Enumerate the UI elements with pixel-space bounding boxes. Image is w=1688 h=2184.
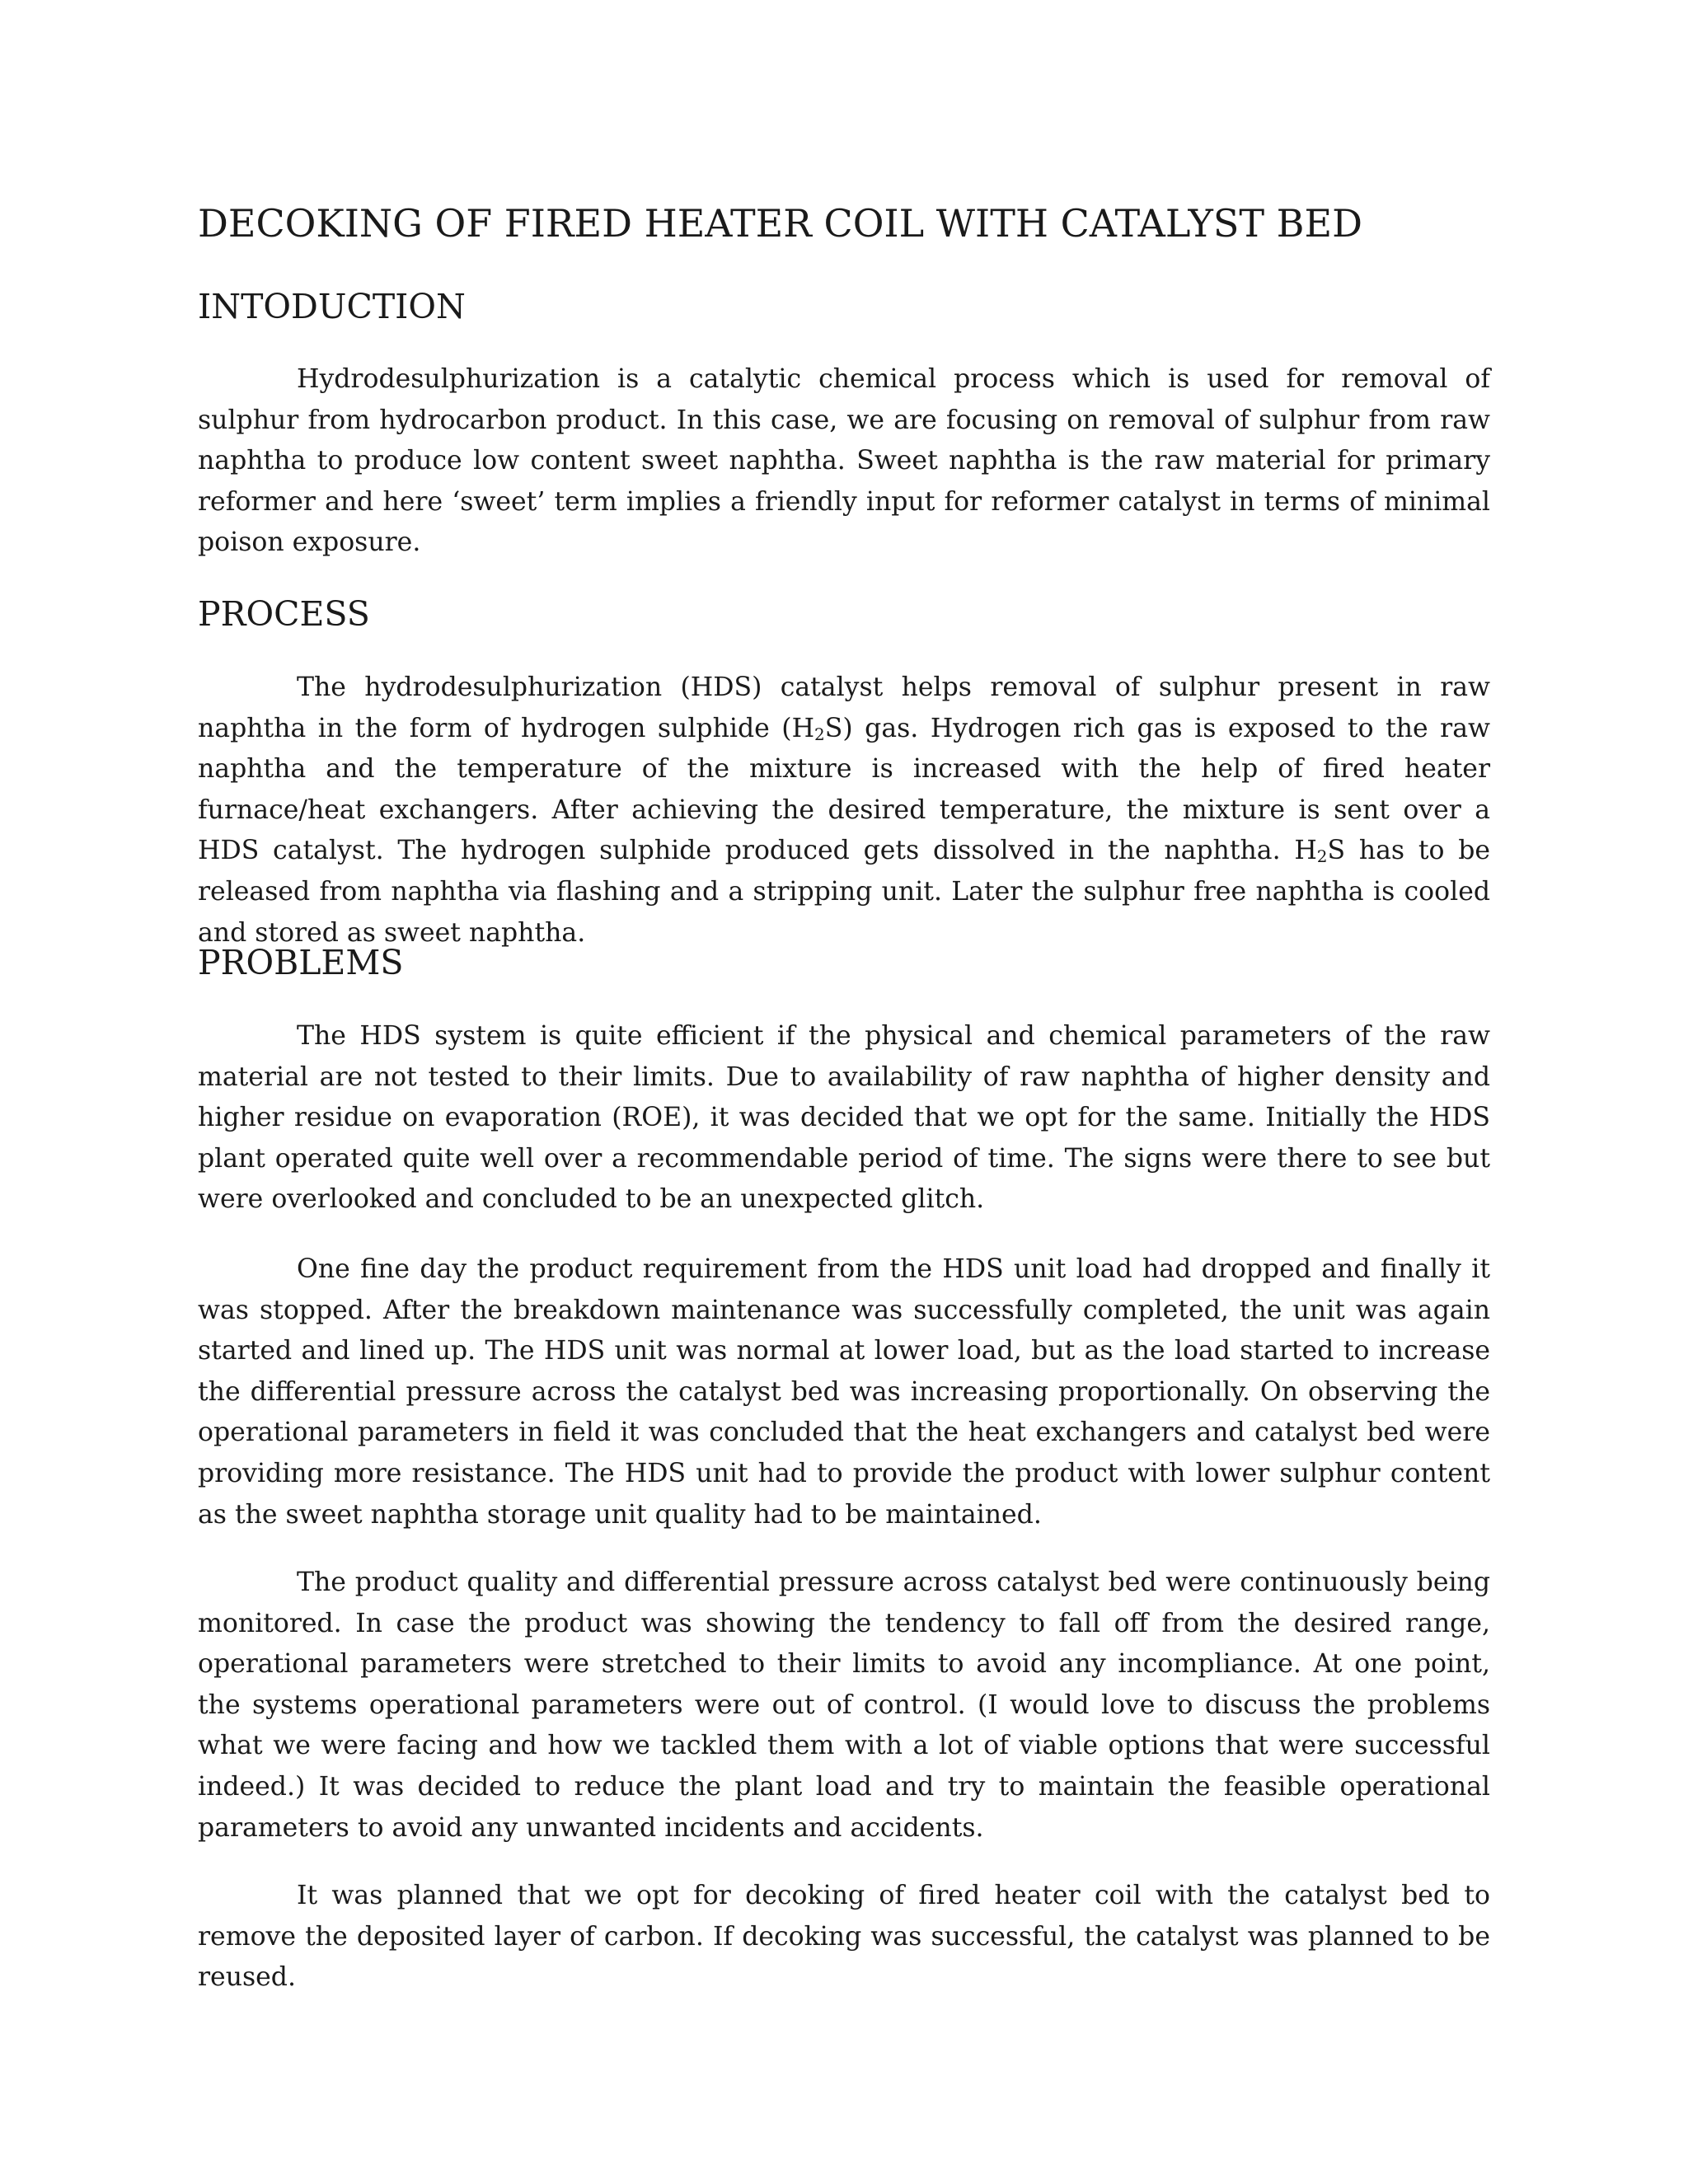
section-heading-process: PROCESS (198, 594, 370, 634)
problems-paragraph-4: It was planned that we opt for decoking of fired heater coil with the catalyst bed to remove the deposited layer of carbon. If decoking was successful, the catalyst was planned to be reused. (198, 1881, 1490, 1993)
process-text-part-2: S) gas. Hydrogen rich gas is exposed to the raw naphtha and the temperature of the mixture is increased with the help of fired heater furnace/heat exchangers. After achieving the desired temperature, the mixture is sent over a HDS catalyst. The hydrogen sulphide produced gets dissolved in the naphtha. H (198, 713, 1490, 866)
process-subscript-2: 2 (1316, 846, 1328, 867)
document-title: DECOKING OF FIRED HEATER COIL WITH CATALYST BED (198, 201, 1362, 246)
problems-paragraph-2: One fine day the product requirement from the HDS unit load had dropped and finally it was stopped. After the breakdown maintenance was successfully completed, the unit was again started and lined up. The HDS unit was normal at lower load, but as the load started to increase the differential pressure across the catalyst bed was increasing proportionally. On observing the operational parameters in field it was concluded that the heat exchangers and catalyst bed were providing more resistance. The HDS unit had to provide the product with lower sulphur content as the sweet naphtha storage unit quality had to be maintained. (198, 1254, 1490, 1530)
process-subscript-1: 2 (814, 724, 825, 744)
process-text-part-3: S has to be released from naphtha via flashing and a stripping unit. Later the sulphur free naphtha is cooled and stored as sweet naphtha. (198, 836, 1490, 948)
process-text-part-1: The hydrodesulphurization (HDS) catalyst helps removal of sulphur present in raw naphtha in the form of hydrogen sulphide (H (198, 673, 1490, 743)
introduction-paragraph: Hydrodesulphurization is a catalytic chemical process which is used for removal of sulphur from hydrocarbon product. In this case, we are focusing on removal of sulphur from raw naphtha to produce low content sweet naphtha. Sweet naphtha is the raw material for primary reformer and here ‘sweet’ term implies a friendly input for reformer catalyst in terms of minimal poison exposure. (198, 364, 1490, 558)
problems-paragraph-1: The HDS system is quite efficient if the physical and chemical parameters of the raw material are not tested to their limits. Due to availability of raw naphtha of higher density and higher residue on evaporation (ROE), it was decided that we opt for the same. Initially the HDS plant operated quite well over a recommendable period of time. The signs were there to see but were overlooked and concluded to be an unexpected glitch. (198, 1021, 1490, 1215)
problems-paragraph-3: The product quality and differential pressure across catalyst bed were continuously being monitored. In case the product was showing the tendency to fall off from the desired range, operational parameters were stretched to their limits to avoid any incompliance. At one point, the systems operational parameters were out of control. (I would love to discuss the problems what we were facing and how we tackled them with a lot of viable options that were successful indeed.) It was decided to reduce the plant load and try to maintain the feasible operational parameters to avoid any unwanted incidents and accidents. (198, 1568, 1490, 1843)
section-heading-introduction: INTODUCTION (198, 287, 466, 326)
process-paragraph (198, 668, 1490, 954)
section-heading-problems: PROBLEMS (198, 943, 404, 982)
